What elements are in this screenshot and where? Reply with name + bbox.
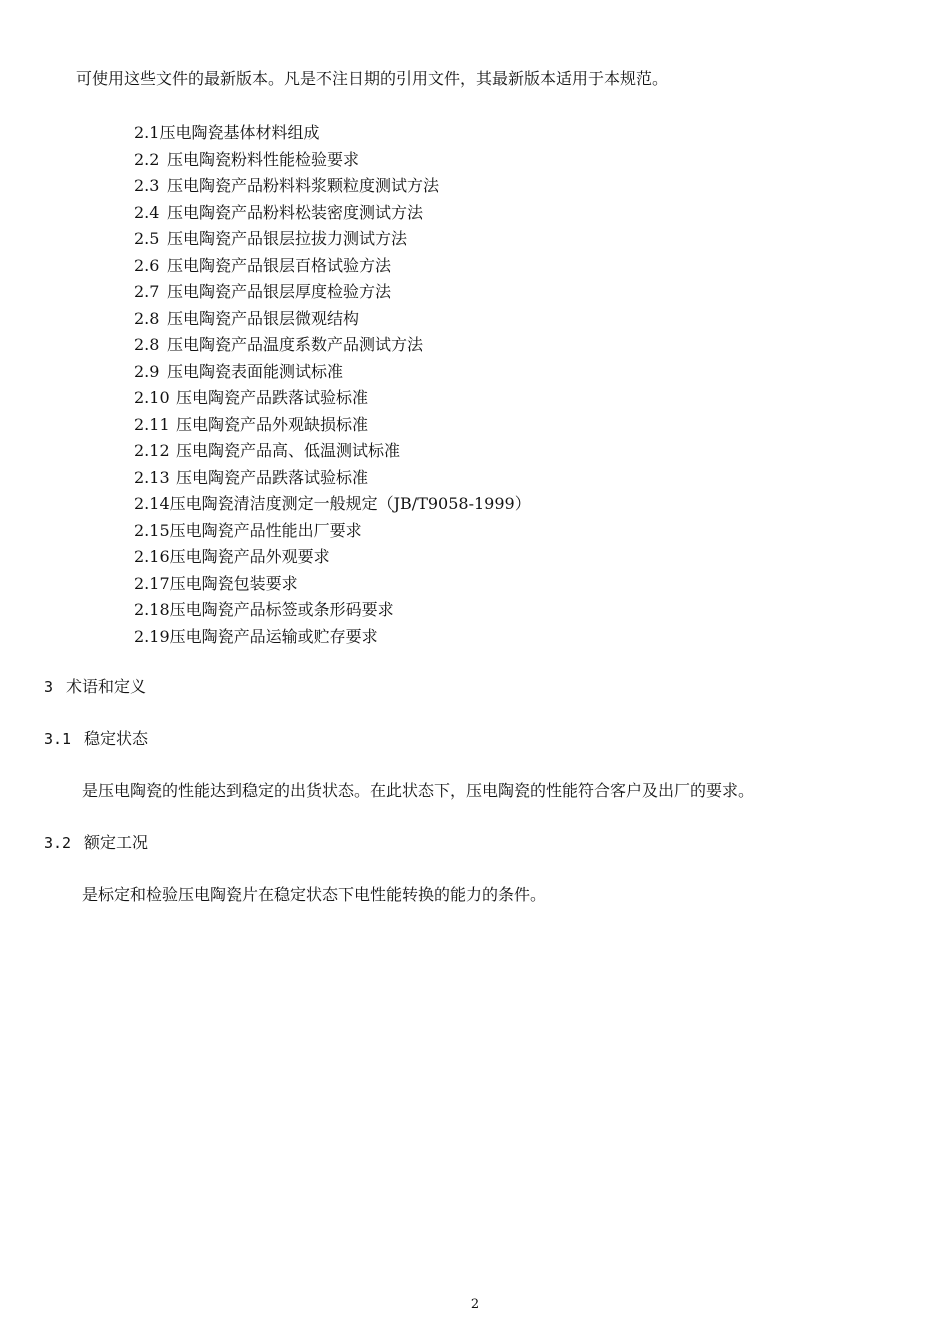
reference-number: 2.4 [134,202,160,222]
reference-item [134,306,531,333]
reference-number: 2.5 [134,229,160,248]
reference-item [134,279,531,306]
term-title: 额定工况 [84,833,149,852]
reference-number: 2.10 [134,388,170,407]
reference-title: 压电陶瓷产品粉料松装密度测试方法 [167,202,424,222]
reference-number: 2.3 [134,176,160,195]
reference-number: 2.18 [134,600,170,619]
reference-number: 2.14 [134,494,170,513]
reference-item [134,491,531,518]
reference-item [134,332,531,359]
section-number: 3 [44,678,54,696]
reference-item [134,412,531,439]
term-3-1-heading [44,728,148,750]
reference-number: 2.6 [134,255,160,275]
reference-number: 2.9 [134,361,160,381]
reference-title: 压电陶瓷粉料性能检验要求 [167,149,360,169]
reference-item [134,120,531,147]
page-number: 2 [470,1297,480,1312]
reference-number: 2.2 [134,149,160,169]
reference-title: 压电陶瓷产品银层百格试验方法 [167,255,392,275]
reference-list [134,120,531,650]
section-3-heading [44,676,146,698]
reference-item [134,544,531,571]
reference-title: 压电陶瓷产品温度系数产品测试方法 [167,335,424,354]
reference-item [134,465,531,492]
reference-title: 压电陶瓷清洁度测定一般规定（JB/T9058-1999） [169,494,531,513]
reference-item [134,438,531,465]
reference-item [134,147,531,174]
reference-item [134,571,531,598]
reference-title: 压电陶瓷产品粉料料浆颗粒度测试方法 [167,176,440,195]
reference-item [134,253,531,280]
reference-number: 2.19 [134,626,170,646]
reference-item [134,200,531,227]
reference-title: 压电陶瓷基体材料组成 [159,123,320,142]
term-number: 3.1 [44,730,72,748]
reference-number: 2.11 [134,414,170,434]
reference-item [134,385,531,412]
reference-item [134,624,531,651]
reference-item [134,597,531,624]
section-title: 术语和定义 [66,677,147,696]
reference-title: 压电陶瓷产品高、低温测试标准 [176,441,401,460]
reference-title: 压电陶瓷表面能测试标准 [167,361,344,381]
reference-title: 压电陶瓷产品银层厚度检验方法 [167,282,392,301]
reference-title: 压电陶瓷产品标签或条形码要求 [169,600,394,619]
term-3-2-heading [44,832,148,854]
reference-title: 压电陶瓷产品外观缺损标准 [176,414,369,434]
reference-item [134,173,531,200]
reference-item [134,226,531,253]
reference-title: 压电陶瓷产品性能出厂要求 [169,520,362,540]
reference-title: 压电陶瓷产品运输或贮存要求 [169,626,378,646]
intro-paragraph: 可使用这些文件的最新版本。凡是不注日期的引用文件，其最新版本适用于本规范。 [76,69,669,88]
term-3-2-definition: 是标定和检验压电陶瓷片在稳定状态下电性能转换的能力的条件。 [82,885,547,904]
reference-title: 压电陶瓷产品跌落试验标准 [176,388,369,407]
reference-number: 2.8 [134,308,160,328]
reference-title: 压电陶瓷产品银层拉拔力测试方法 [167,229,408,248]
reference-number: 2.1 [134,123,160,142]
reference-title: 压电陶瓷产品跌落试验标准 [176,467,369,487]
reference-item [134,359,531,386]
reference-title: 压电陶瓷产品外观要求 [169,547,330,566]
reference-title: 压电陶瓷包装要求 [169,573,298,593]
reference-number: 2.8 [134,335,160,354]
term-3-1-definition: 是压电陶瓷的性能达到稳定的出货状态。在此状态下，压电陶瓷的性能符合客户及出厂的要求。 [82,781,755,800]
reference-title: 压电陶瓷产品银层微观结构 [167,308,360,328]
reference-number: 2.15 [134,520,170,540]
reference-number: 2.7 [134,282,160,301]
reference-number: 2.12 [134,441,170,460]
reference-number: 2.16 [134,547,170,566]
term-number: 3.2 [44,834,72,852]
reference-number: 2.17 [134,573,170,593]
term-title: 稳定状态 [84,729,149,748]
reference-number: 2.13 [134,467,170,487]
reference-item [134,518,531,545]
